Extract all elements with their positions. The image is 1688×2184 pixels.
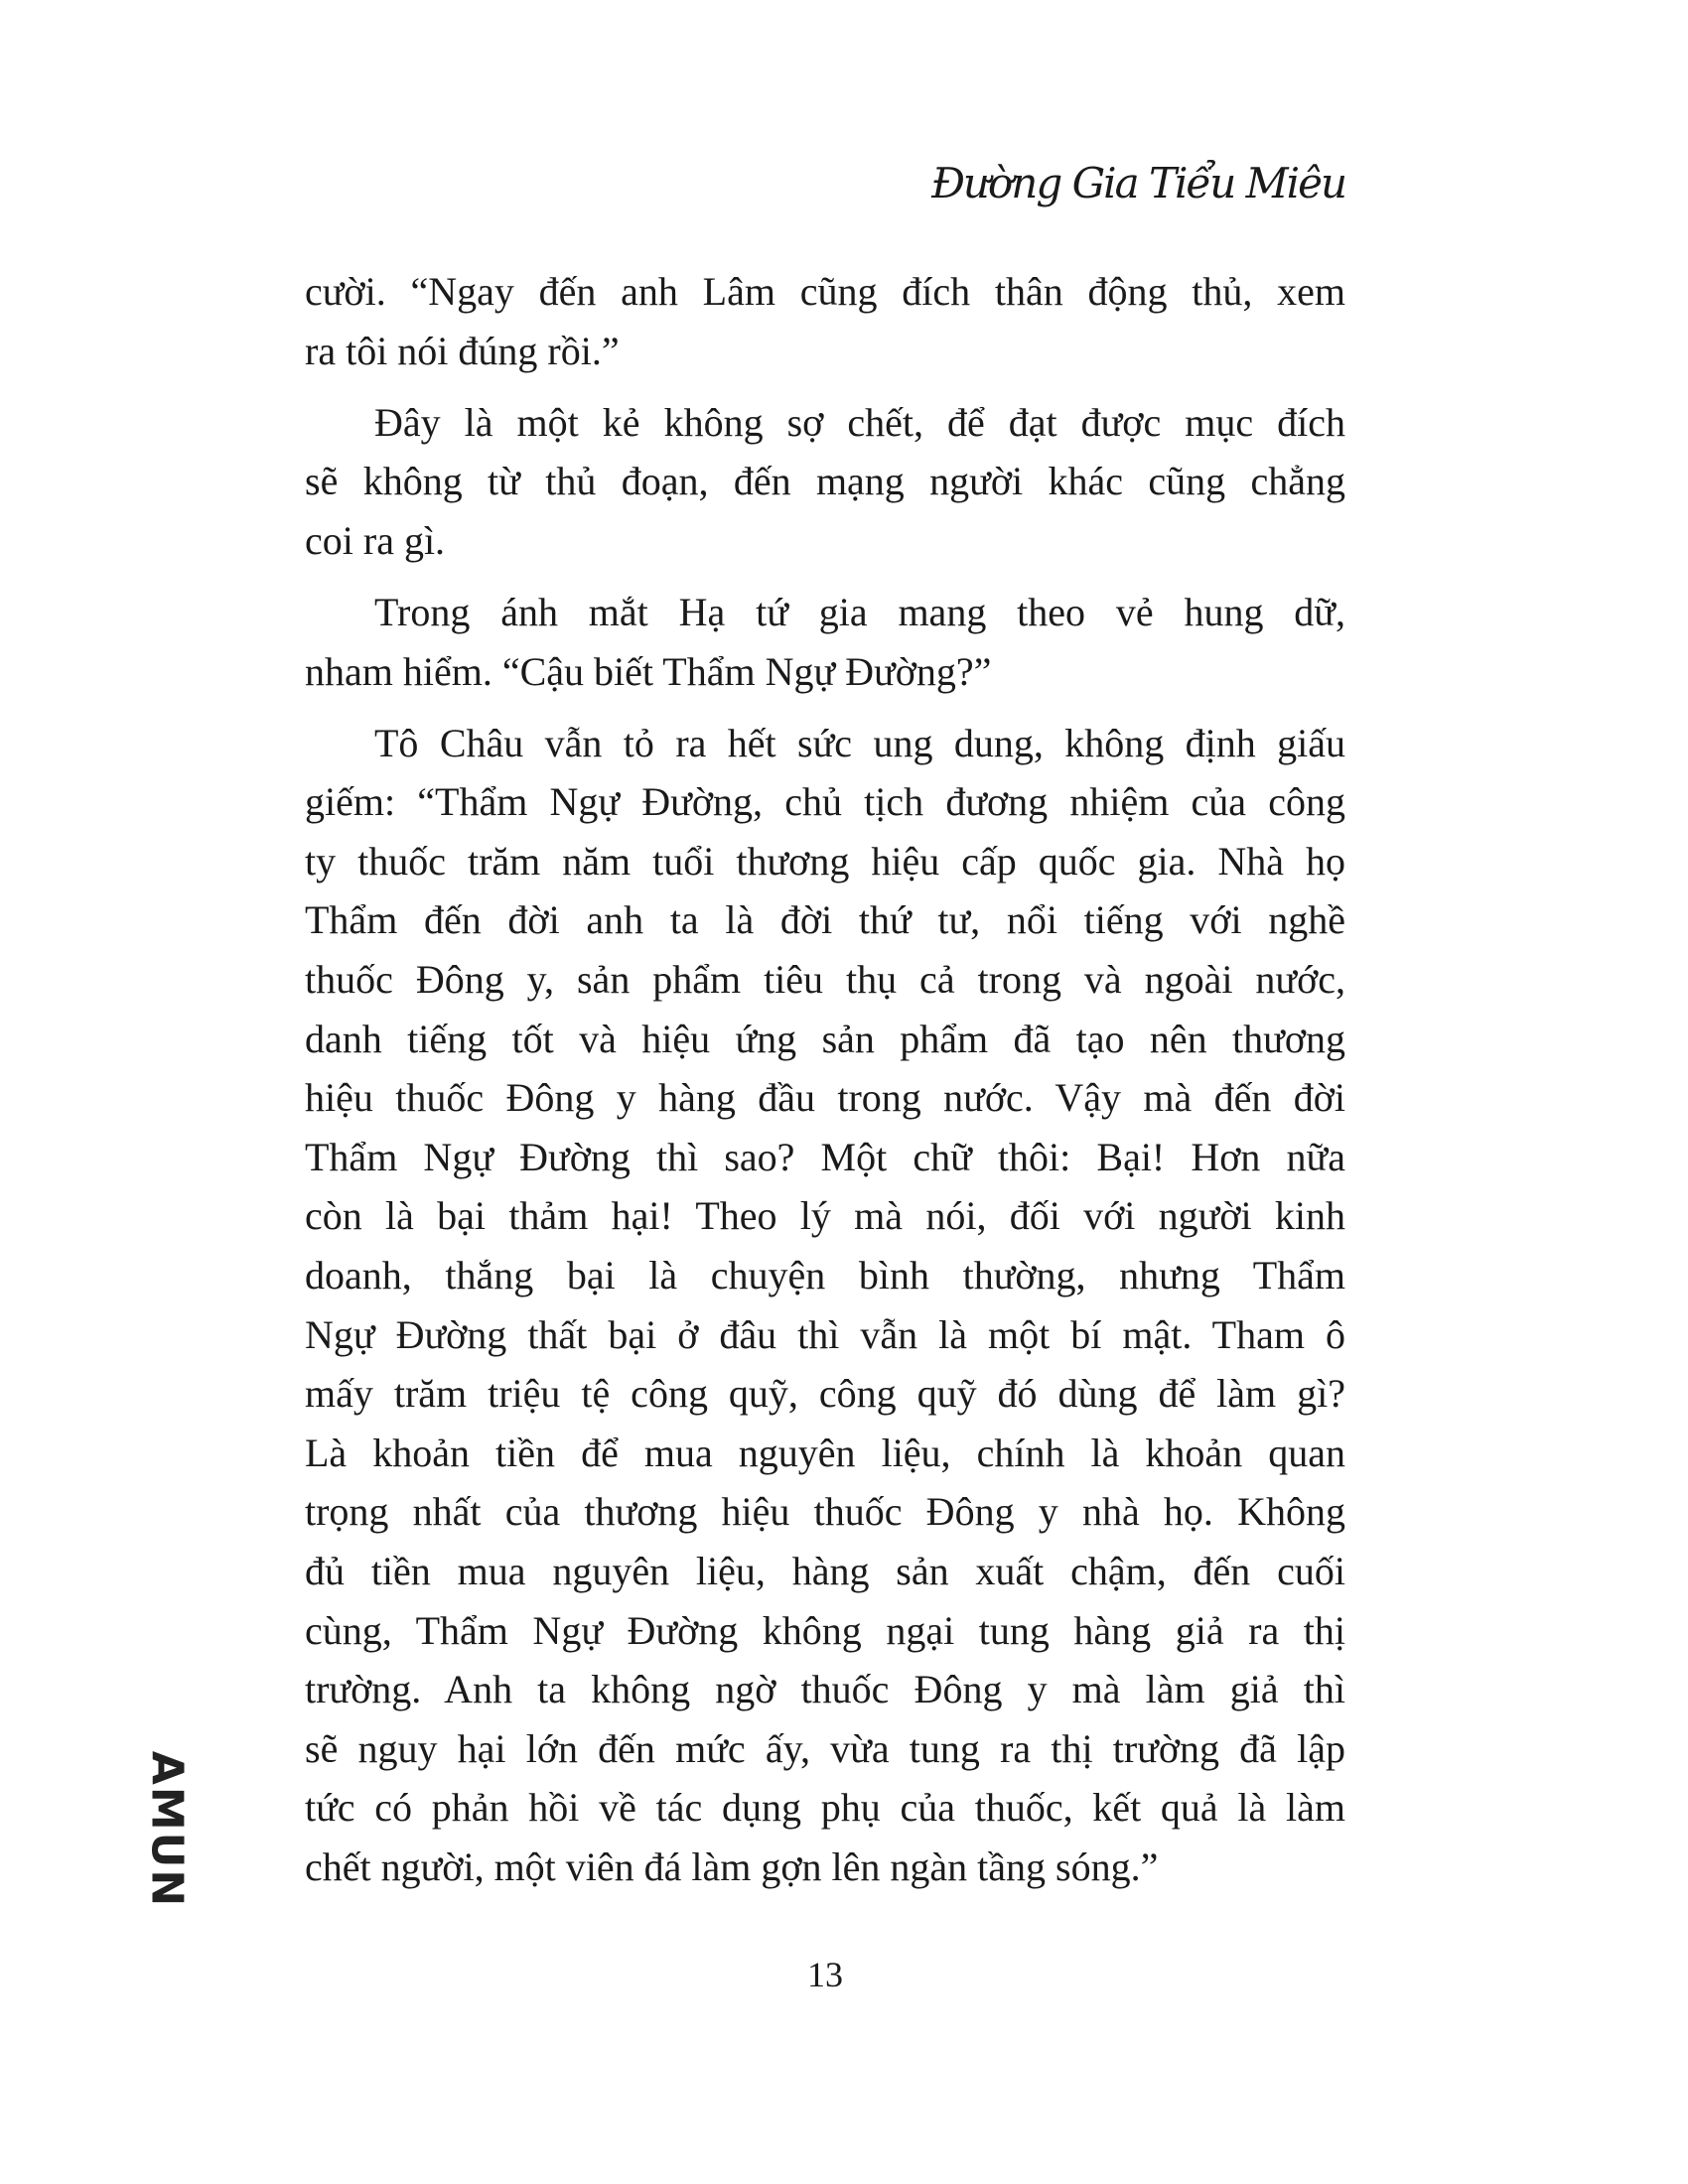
text-line: Thẩm Ngự Đường thì sao? Một chữ thôi: Bại! Hơn nữa [305,1134,1345,1179]
text-line: giếm: “Thẩm Ngự Đường, chủ tịch đương nhiệm của công [305,779,1345,825]
paragraph [305,393,1345,571]
paragraph [305,262,1345,380]
paragraph [305,714,1345,1897]
text-line: Thẩm đến đời anh ta là đời thứ tư, nổi tiếng với nghề [305,897,1345,943]
text-line: nham hiểm. “Cậu biết Thẩm Ngự Đường?” [305,648,992,694]
text-line: thuốc Đông y, sản phẩm tiêu thụ cả trong và ngoài nước, [305,957,1345,1003]
text-line: đủ tiền mua nguyên liệu, hàng sản xuất chậm, đến cuối [305,1548,1345,1593]
text-line: danh tiếng tốt và hiệu ứng sản phẩm đã tạo nên thương [305,1016,1345,1061]
publisher-logo: AMUN [141,1750,193,1909]
text-line: cùng, Thẩm Ngự Đường không ngại tung hàng giả ra thị [305,1607,1345,1653]
text-line: chết người, một viên đá làm gợn lên ngàn tầng sóng.” [305,1843,1159,1889]
text-line: cười. “Ngay đến anh Lâm cũng đích thân động thủ, xem [305,269,1345,314]
text-line: sẽ nguy hại lớn đến mức ấy, vừa tung ra thị trường đã lập [305,1725,1345,1771]
text-line: Đây là một kẻ không sợ chết, để đạt được mục đích [374,399,1345,445]
text-line: mấy trăm triệu tệ công quỹ, công quỹ đó dùng để làm gì? [305,1371,1345,1417]
text-line: còn là bại thảm hại! Theo lý mà nói, đối với người kinh [305,1193,1345,1239]
text-line: hiệu thuốc Đông y hàng đầu trong nước. Vậy mà đến đời [305,1075,1345,1121]
paragraph [305,583,1345,701]
text-line: coi ra gì. [305,517,446,563]
text-line: sẽ không từ thủ đoạn, đến mạng người khác cũng chẳng [305,459,1345,504]
running-head-book-title: Đường Gia Tiểu Miêu [931,159,1345,207]
text-line: Trong ánh mắt Hạ tứ gia mang theo vẻ hung dữ, [374,589,1345,634]
text-line: Tô Châu vẫn tỏ ra hết sức ung dung, không định giấu [374,720,1345,765]
text-line: trường. Anh ta không ngờ thuốc Đông y mà làm giả thì [305,1667,1345,1712]
page-number: 13 [807,1955,843,1994]
body-text [305,262,1345,1909]
text-line: trọng nhất của thương hiệu thuốc Đông y nhà họ. Không [305,1489,1345,1535]
text-line: Là khoản tiền để mua nguyên liệu, chính là khoản quan [305,1430,1345,1475]
text-line: tức có phản hồi về tác dụng phụ của thuốc, kết quả là làm [305,1785,1345,1831]
text-line: ty thuốc trăm năm tuổi thương hiệu cấp quốc gia. Nhà họ [305,838,1345,884]
text-line: doanh, thắng bại là chuyện bình thường, nhưng Thẩm [305,1253,1345,1297]
text-line: Ngự Đường thất bại ở đâu thì vẫn là một bí mật. Tham ô [305,1311,1345,1357]
text-line: ra tôi nói đúng rồi.” [305,328,620,373]
